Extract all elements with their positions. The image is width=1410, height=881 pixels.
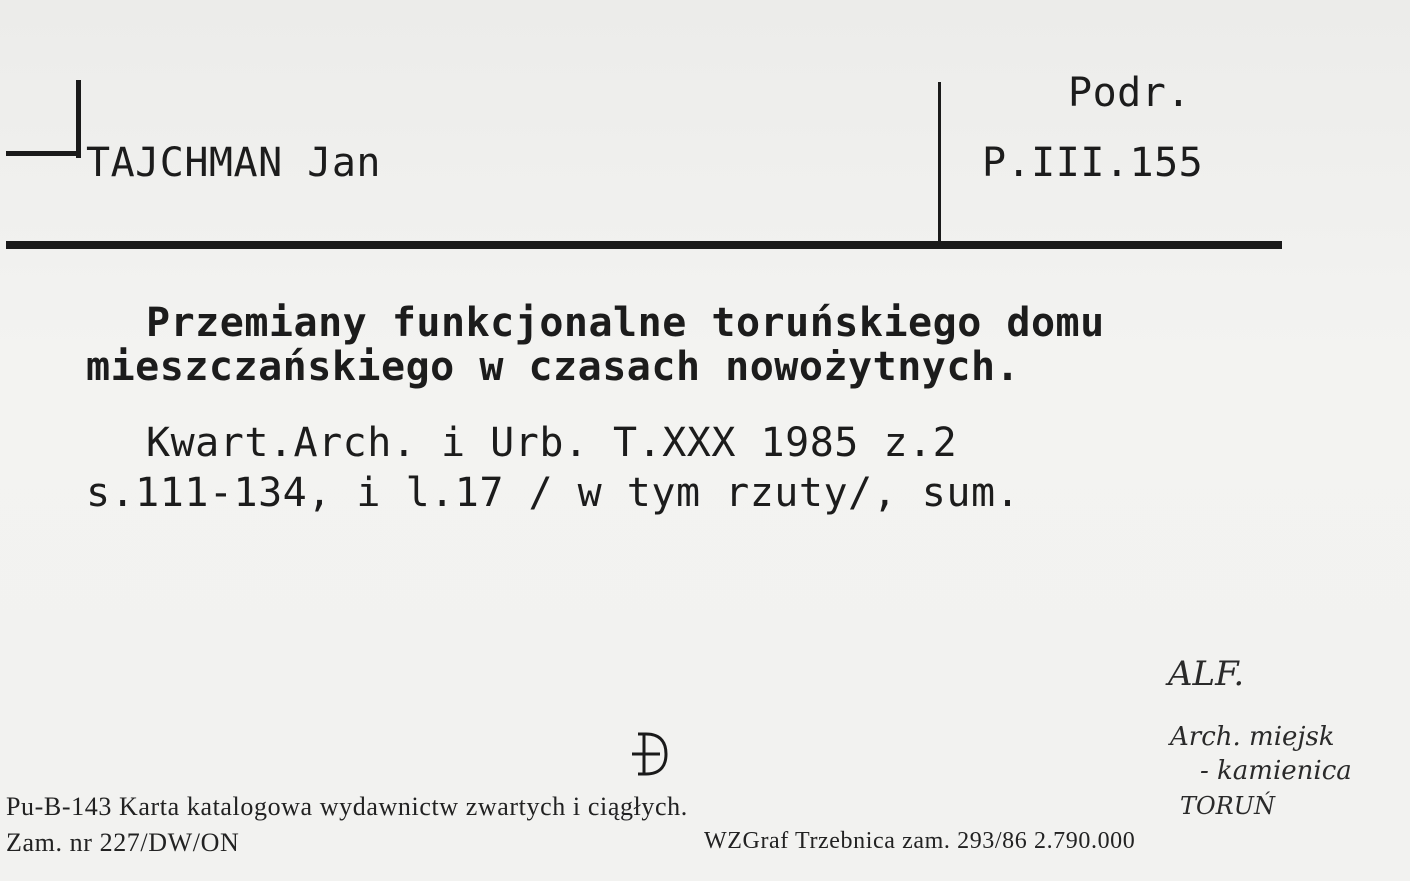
title-line-2: mieszczańskiego w czasach nowożytnych. [86,344,1021,390]
header-rule [6,241,1282,249]
corner-bracket-vertical [76,80,81,158]
source-line-2: s.111-134, i l.17 / w tym rzuty/, sum. [86,470,1021,516]
section-label: Podr. [1068,70,1191,116]
handwritten-archive-2: - kamienica [1200,756,1352,786]
author-name: TAJCHMAN Jan [86,140,381,186]
form-description: Pu-B-143 Karta katalogowa wydawnictw zwartych i ciągłych. [6,792,688,821]
source-line-1: Kwart.Arch. i Urb. T.XXX 1985 z.2 [146,420,958,466]
handwritten-archive-1: Arch. miejsk [1170,722,1335,752]
header-divider [938,82,941,242]
handwritten-alf: ALF. [1168,654,1245,694]
handwritten-archive-3: TORUŃ [1180,792,1275,820]
order-number: Zam. nr 227/DW/ON [6,828,240,857]
publisher-logo-icon [622,730,672,778]
corner-bracket-horizontal [6,151,81,156]
shelf-signature: P.III.155 [982,140,1204,186]
title-line-1: Przemiany funkcjonalne toruńskiego domu [146,300,1105,346]
printer-info: WZGraf Trzebnica zam. 293/86 2.790.000 [704,828,1136,854]
